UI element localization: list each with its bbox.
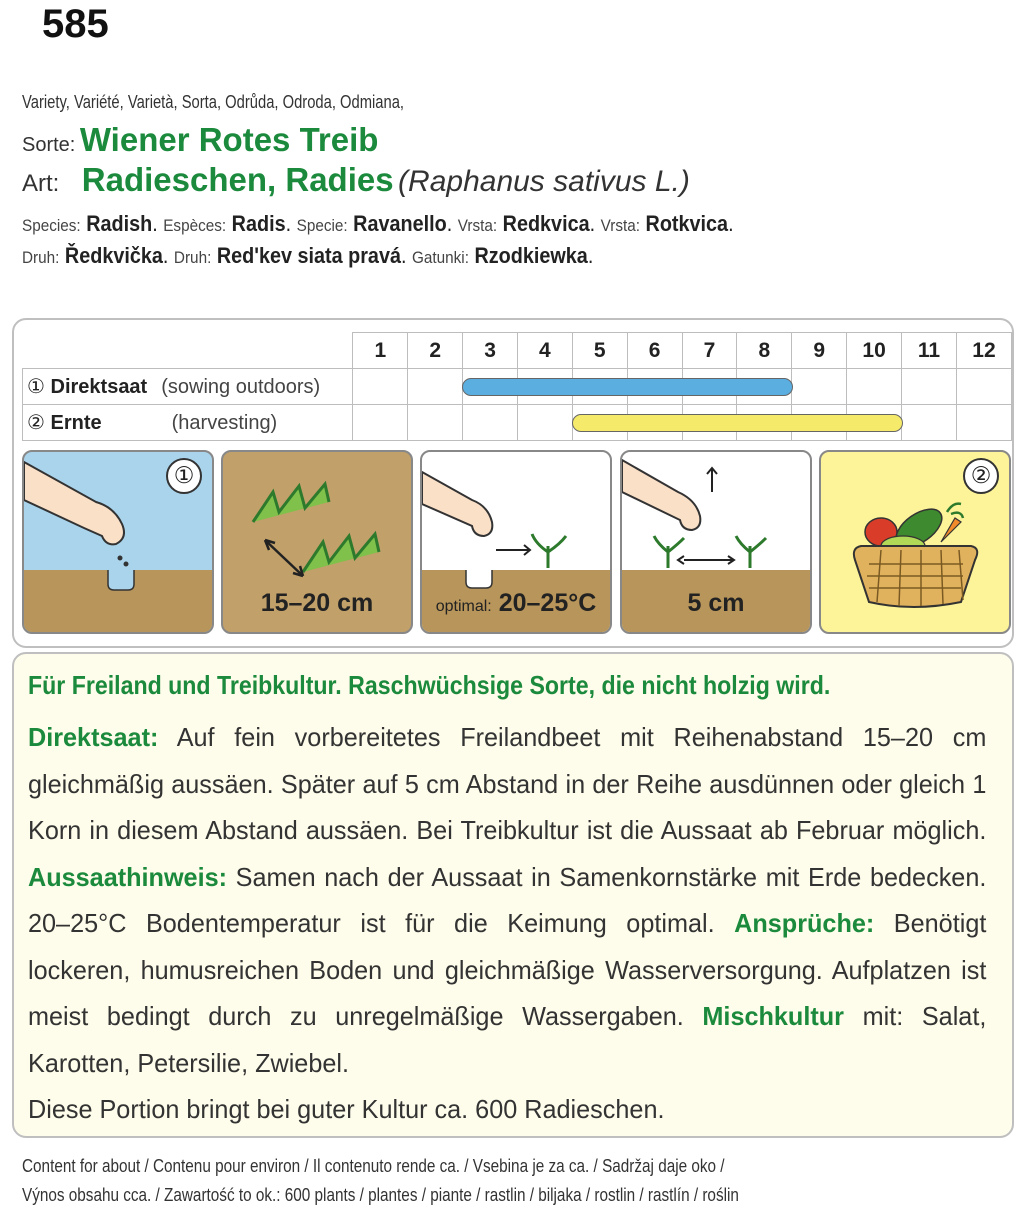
month-6: 6 <box>627 333 682 369</box>
harvest-row-label <box>23 405 353 441</box>
month-12: 12 <box>956 333 1011 369</box>
variety-label: Variety, Variété, Varietà, Sorta, Odrůda, Odroda, Odmiana, <box>22 92 405 112</box>
instructions-body <box>28 714 986 1133</box>
packet-number: 585 <box>42 2 109 46</box>
keyword-sowing-note: Aussaathinweis: <box>28 861 228 892</box>
keyword-direct-sowing: Direktsaat: <box>28 722 159 752</box>
step-badge-1: ① <box>166 458 202 494</box>
calendar-corner <box>23 333 353 369</box>
footer-line-2: Výnos obsahu cca. / Zawartość to ok.: 600 plants / plantes / piante / rastlin / biljaka / rostlin / rastlín / roślin <box>22 1185 739 1205</box>
step-badge-2: ② <box>963 458 999 494</box>
instructions-text: Auf fein vorbereitetes Freilandbeet mit Reihenabstand 15–20 cm gleichmäßig aussäen. Später auf 5 cm Abstand in der Reihe ausdünnen oder gleich 1 Korn in diesem Abstand aussäen. Bei Treibkultur ist die Aussaat ab Februar möglich. <box>28 722 987 845</box>
species-lang-label: Vrsta: <box>457 216 498 235</box>
species-sep: . <box>162 243 174 268</box>
variety-header <box>22 92 1012 269</box>
species-sep: . <box>285 211 297 236</box>
species-sep: . <box>400 243 412 268</box>
species-lang-label: Druh: <box>22 248 60 267</box>
sowing-period-bar <box>462 378 793 396</box>
optimal-label: optimal: <box>435 598 492 615</box>
yield-text: Diese Portion bringt bei guter Kultur ca. 600 Radieschen. <box>28 1094 665 1124</box>
tile-temperature <box>420 450 612 634</box>
species-translations <box>22 211 913 269</box>
species-translation: Redkvica <box>502 211 590 236</box>
sorte-label: Sorte: <box>22 134 76 156</box>
instructions-text: Samen nach der Aussaat in Samenkornstärke mit Erde bedecken. 20–25°C Bodentemperatur ist für die Keimung optimal. <box>28 861 987 938</box>
row-spacing-label: 15–20 cm <box>260 589 374 617</box>
species-lang-label: Druh: <box>173 248 212 267</box>
species-lang-label: Vrsta: <box>600 216 641 235</box>
species-lang-label: Espèces: <box>163 216 227 235</box>
tile-harvest <box>819 450 1011 634</box>
species-lang-label: Gatunki: <box>411 248 469 267</box>
species-sep: . <box>589 211 601 236</box>
species-lang-label: Species: <box>22 216 81 235</box>
sowing-calendar <box>12 318 1014 648</box>
tile-thinning <box>620 450 812 634</box>
species-sep: . <box>446 211 458 236</box>
species-line-1 <box>22 211 913 237</box>
footer-line-1: Content for about / Contenu pour environ / Il contenuto rende ca. / Vsebina je za ca. / Sadržaj daje oko / <box>22 1156 725 1176</box>
harvest-name: Ernte <box>50 412 102 434</box>
harvest-marker: ② <box>27 412 45 434</box>
month-8: 8 <box>737 333 792 369</box>
species-lang-label: Specie: <box>296 216 348 235</box>
harvest-sub: (harvesting) <box>171 412 278 434</box>
month-10: 10 <box>847 333 902 369</box>
month-3: 3 <box>463 333 518 369</box>
month-2: 2 <box>408 333 463 369</box>
content-footer <box>22 1152 739 1210</box>
sorte-row <box>22 121 1012 159</box>
month-5: 5 <box>572 333 627 369</box>
variety-intro: Für Freiland und Treibkultur. Raschwüchsige Sorte, die nicht holzig wird. <box>28 670 831 700</box>
instructions-text: mit: Salat, Karotten, Petersilie, Zwiebel. <box>28 1001 987 1078</box>
species-sep: . <box>152 211 164 236</box>
species-translation: Red'kev siata pravá <box>216 243 401 268</box>
latin-name: (Raphanus sativus L.) <box>398 165 690 198</box>
species-translation: Radis <box>231 211 286 236</box>
month-9: 9 <box>792 333 847 369</box>
harvest-period-bar <box>572 414 903 432</box>
species-translation: Rotkvica <box>645 211 729 236</box>
species-translation: Ravanello <box>353 211 447 236</box>
sowing-sub: (sowing outdoors) <box>161 376 321 398</box>
variety-name: Wiener Rotes Treib <box>79 121 379 158</box>
month-1: 1 <box>353 333 408 369</box>
calendar-month-row <box>23 333 1012 369</box>
plant-spacing-label: 5 cm <box>687 589 745 617</box>
cultivation-instructions <box>12 652 1014 1138</box>
keyword-requirements: Ansprüche: <box>734 908 875 938</box>
species-sep: . <box>728 211 734 236</box>
species-translation: Ředkvička <box>64 243 163 268</box>
month-4: 4 <box>517 333 572 369</box>
month-11: 11 <box>902 333 957 369</box>
seedling-rows-illustration <box>223 452 411 592</box>
temperature-value: 20–25°C <box>498 589 597 617</box>
art-row <box>22 161 1012 199</box>
month-7: 7 <box>682 333 737 369</box>
sowing-name: Direktsaat <box>50 376 148 398</box>
instructions-text: Benötigt lockeren, humusreichen Boden und gleichmäßige Wasserversorgung. Aufplatzen ist meist bedingt durch zu unregelmäßige Wassergaben. <box>28 908 987 1031</box>
species-line-2 <box>22 243 913 269</box>
sowing-marker: ① <box>27 376 45 398</box>
species-name: Radieschen, Radies <box>81 161 394 198</box>
temperature-label <box>422 589 610 618</box>
tile-row-spacing <box>221 450 413 634</box>
sowing-row-label <box>23 369 353 405</box>
species-translation: Radish <box>86 211 153 236</box>
art-label: Art: <box>22 170 60 197</box>
keyword-companion: Mischkultur <box>702 1001 844 1031</box>
tile-sowing <box>22 450 214 634</box>
species-sep: . <box>587 243 594 268</box>
species-translation: Rzodkiewka <box>474 243 588 268</box>
